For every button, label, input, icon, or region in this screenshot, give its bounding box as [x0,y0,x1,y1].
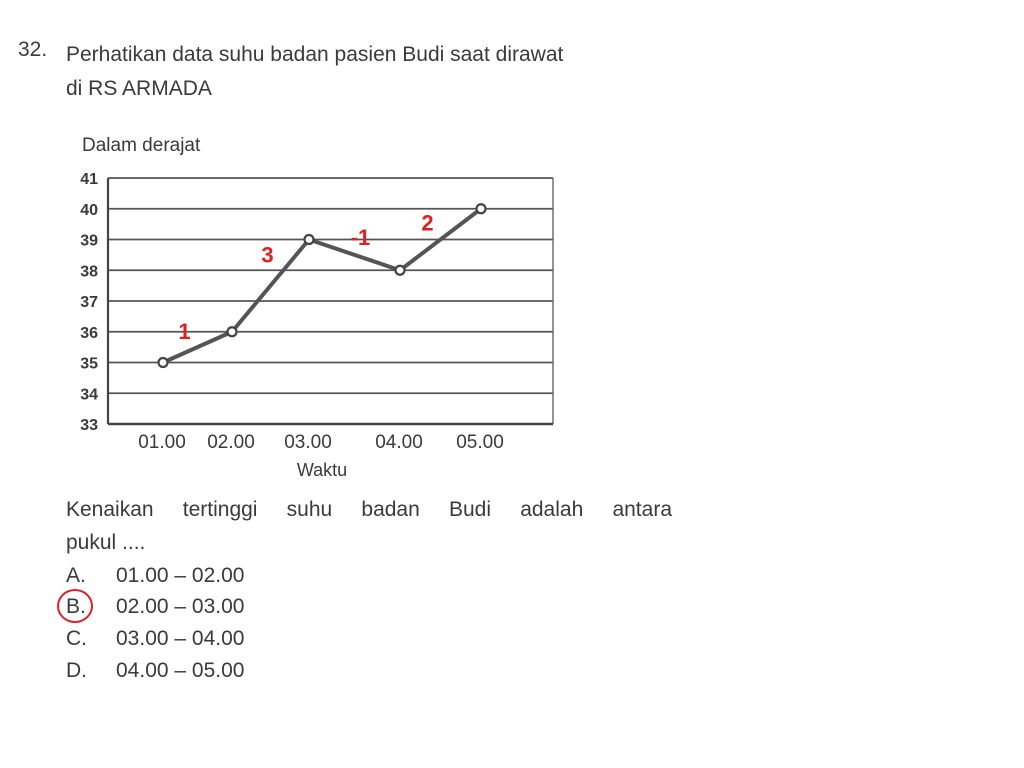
question-number: 32. [18,38,48,61]
y-tick-label: 36 [80,324,98,342]
y-axis-label: Dalam derajat [82,135,201,156]
option-a[interactable] [66,561,244,591]
option-letter: B. [66,595,86,618]
x-axis-label: Waktu [296,460,348,480]
data-point [228,327,237,336]
option-text: 04.00 – 05.00 [116,659,245,682]
data-point [396,266,405,275]
question-line-2: di RS ARMADA [66,77,212,100]
option-text: 03.00 – 04.00 [116,627,245,650]
option-text: 02.00 – 03.00 [116,595,245,618]
y-tick-label: 40 [80,201,98,219]
option-letter: C. [66,627,87,650]
prompt-line-2: pukul .... [66,531,146,554]
x-tick-label: 03.00 [284,432,332,453]
y-tick-label: 39 [80,232,98,250]
y-tick-label: 37 [80,294,98,311]
y-tick-label: 33 [80,417,98,434]
option-c[interactable] [66,624,244,654]
question-prompt [66,493,672,559]
prompt-line-1: Kenaikan tertinggi suhu badan Budi adalah antara [66,498,672,521]
option-d[interactable] [66,656,244,686]
question-line-1: Perhatikan data suhu badan pasien Budi saat dirawat [66,43,564,66]
difference-annotation: 2 [421,210,434,236]
difference-annotation: 1 [178,319,191,345]
difference-annotation: 3 [261,242,274,268]
x-tick-label: 01.00 [138,432,186,453]
option-letter: A. [66,564,86,587]
y-tick-label: 35 [80,355,98,373]
y-tick-label: 38 [80,263,98,281]
option-b[interactable] [66,592,244,622]
difference-annotation: -1 [350,224,371,250]
y-tick-label: 34 [80,386,98,404]
x-tick-label: 05.00 [456,432,504,453]
y-tick-label: 41 [80,171,98,188]
option-letter: D. [66,659,87,682]
x-tick-label: 02.00 [207,432,255,453]
data-point [305,235,314,244]
data-point [159,358,168,367]
data-point [477,204,486,213]
option-text: 01.00 – 02.00 [116,564,245,587]
x-tick-label: 04.00 [375,432,423,453]
